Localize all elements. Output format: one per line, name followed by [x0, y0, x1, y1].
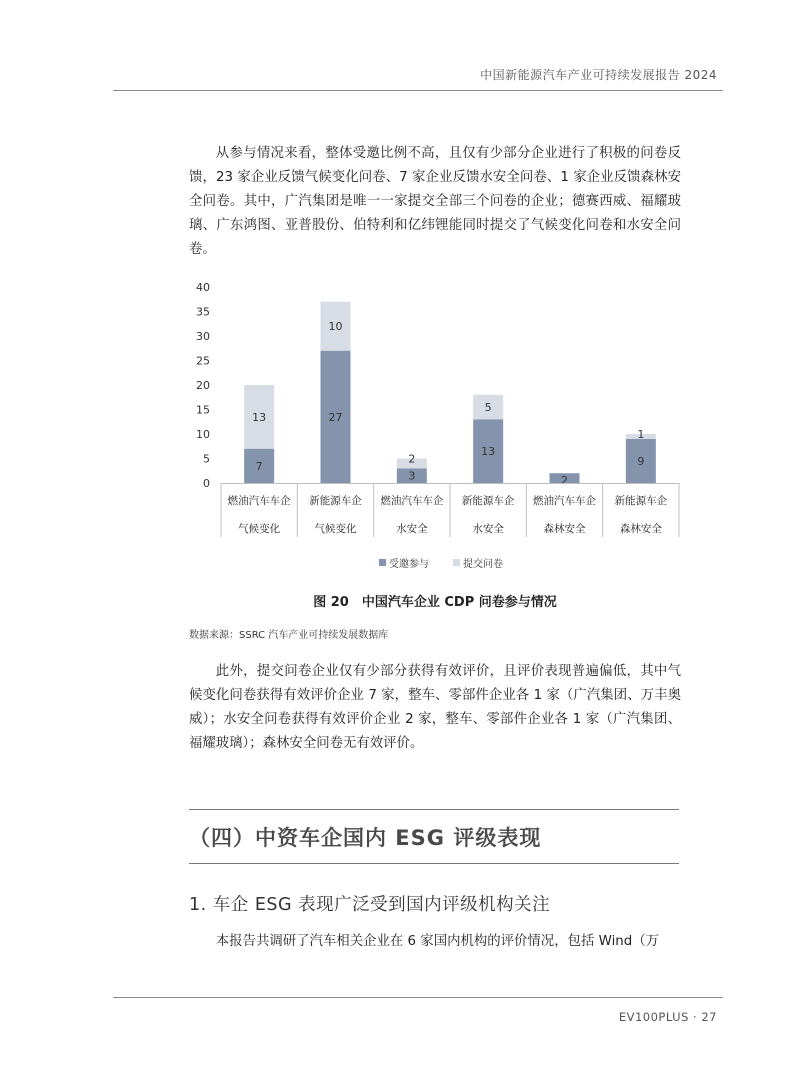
legend-label: 受邀参与 [389, 559, 429, 570]
paragraph-text: 本报告共调研了汽车相关企业在 6 家国内机构的评价情况，包括 Wind（万 [215, 934, 660, 949]
bar-value-label: 13 [481, 445, 496, 459]
bar-value-label: 2 [561, 474, 568, 487]
x-tick-group-label: 水安全 [472, 523, 504, 535]
bar-value-label: 13 [252, 410, 267, 424]
y-tick-label: 5 [203, 452, 210, 466]
x-tick-label: 燃油汽车车企 [227, 495, 291, 507]
x-tick-group-label: 森林安全 [543, 523, 586, 535]
section-rule-top [189, 809, 679, 810]
x-tick-group-label: 森林安全 [619, 523, 662, 535]
x-axis [221, 483, 679, 537]
y-tick-label: 15 [196, 403, 210, 417]
x-tick-label: 新能源车企 [309, 495, 362, 507]
y-tick-label: 30 [196, 330, 210, 343]
paragraph-intro [189, 930, 681, 954]
footer-rule [113, 997, 723, 998]
x-tick-label: 新能源车企 [614, 495, 668, 507]
y-tick-label: 40 [196, 281, 210, 294]
paragraph-text: 从参与情况来看，整体受邀比例不高，且仅有少部分企业进行了积极的问卷反馈，23 家企业反馈气候变化问卷、7 家企业反馈水安全问卷、1 家企业反馈森林安全问卷。其中，广汽集团是唯一一家提交全部三个问卷的企业；德赛西威、福耀玻璃、广东鸿图、亚普股份、伯特利和亿纬锂能同时提交了气候变化问卷和水安全问卷。 [189, 146, 681, 257]
paragraph-evaluation [189, 660, 681, 756]
x-tick-group-label: 水安全 [396, 523, 428, 535]
bar-value-label: 10 [328, 320, 343, 334]
chart-legend [379, 557, 503, 570]
running-header: 中国新能源汽车产业可持续发展报告 2024 [480, 68, 717, 82]
y-axis [196, 281, 210, 490]
bar-value-label: 27 [328, 410, 343, 424]
bar-value-label: 3 [408, 469, 416, 483]
legend-swatch [453, 559, 460, 566]
legend-swatch [379, 559, 386, 566]
y-tick-label: 10 [196, 428, 210, 441]
y-tick-label: 20 [196, 379, 210, 392]
section-rule-bottom [189, 863, 679, 864]
bar-value-label: 2 [408, 452, 416, 466]
data-source-note: 数据来源：SSRC 汽车产业可持续发展数据库 [189, 630, 389, 641]
paragraph-text: 此外，提交问卷企业仅有少部分获得有效评价，且评价表现普遍偏低，其中气候变化问卷获得有效评价企业 7 家，整车、零部件企业各 1 家（广汽集团、万丰奥威）；水安全问卷获得有效评价企业 2 家，整车、零部件企业各 1 家（广汽集团、福耀玻璃）；森林安全问卷无有效评价。 [189, 664, 681, 751]
bar-value-label: 9 [637, 454, 645, 468]
bars-group [244, 302, 656, 487]
y-tick-label: 35 [196, 305, 210, 319]
figure-caption: 图 20 中国汽车企业 CDP 问卷参与情况 [313, 595, 557, 610]
section-title: （四）中资车企国内 ESG 评级表现 [189, 826, 542, 850]
y-tick-label: 25 [196, 354, 210, 368]
page-footer: EV100PLUS · 27 [618, 1010, 717, 1024]
x-tick-label: 燃油汽车车企 [533, 495, 596, 507]
bar-value-label: 1 [637, 428, 645, 441]
x-tick-group-label: 气候变化 [314, 523, 357, 535]
x-tick-label: 燃油汽车车企 [380, 495, 444, 507]
bar-value-label: 7 [255, 459, 263, 473]
x-tick-group-label: 气候变化 [238, 523, 281, 535]
bar-value-label: 5 [484, 401, 492, 415]
x-tick-label: 新能源车企 [461, 495, 515, 507]
subsection-title: 1. 车企 ESG 表现广泛受到国内评级机构关注 [189, 895, 551, 915]
legend-label: 提交问卷 [463, 559, 503, 570]
y-tick-label: 0 [203, 477, 210, 490]
